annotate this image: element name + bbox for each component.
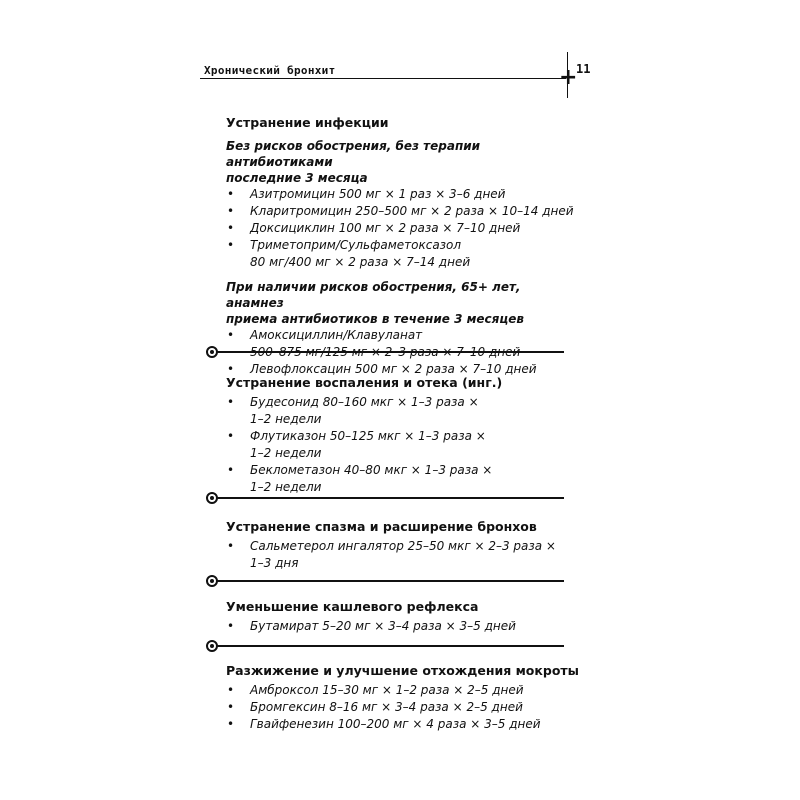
group-subtitle: Без рисков обострения, без терапии антибиотиками последние 3 месяца xyxy=(226,139,481,185)
section-title: Устранение спазма и расширение бронхов xyxy=(226,519,537,534)
list-item: • Азитромицин 500 мг × 1 раз × 3–6 дней xyxy=(226,186,576,203)
section-cough-reflex xyxy=(226,598,576,635)
drug-list xyxy=(226,618,576,635)
list-item: • Кларитромицин 250–500 мг × 2 раза × 10–14 дней xyxy=(226,203,576,220)
section-title: Разжижение и улучшение отхождения мокроты xyxy=(226,663,579,678)
section-divider xyxy=(206,492,564,504)
drug-list xyxy=(226,394,576,496)
drug-list xyxy=(226,186,576,271)
section-mucolytics xyxy=(226,662,579,733)
list-item: • Амброксол 15–30 мг × 1–2 раза × 2–5 дней xyxy=(226,682,576,699)
section-divider xyxy=(206,575,564,587)
list-item: • Гвайфенезин 100–200 мг × 4 раза × 3–5 дней xyxy=(226,716,576,733)
list-item: • Триметоприм/Сульфаметоксазол 80 мг/400 мг × 2 раза × 7–14 дней xyxy=(226,237,576,271)
section-divider xyxy=(206,346,564,358)
list-item: • Будесонид 80–160 мкг × 1–3 раза × 1–2 недели xyxy=(226,394,576,428)
section-title: Устранение инфекции xyxy=(226,115,389,130)
page-number: 11 xyxy=(576,62,591,76)
list-item: • Сальметерол ингалятор 25–50 мкг × 2–3 раза × 1–3 дня xyxy=(226,538,576,572)
drug-list xyxy=(226,682,576,733)
list-item: • Бромгексин 8–16 мг × 3–4 раза × 2–5 дней xyxy=(226,699,576,716)
header-rule xyxy=(200,78,566,79)
list-item: • Левофлоксацин 500 мг × 2 раза × 7–10 дней xyxy=(226,361,576,378)
section-bronchodilation xyxy=(226,518,576,572)
list-item: • Беклометазон 40–80 мкг × 1–3 раза × 1–2 недели xyxy=(226,462,576,496)
plus-icon: + xyxy=(559,65,578,90)
group-subtitle: При наличии рисков обострения, 65+ лет, анамнез приема антибиотиков в течение 3 месяцев xyxy=(226,280,524,326)
section-inflammation xyxy=(226,374,576,496)
section-divider xyxy=(206,640,564,652)
section-title: Уменьшение кашлевого рефлекса xyxy=(226,599,479,614)
drug-list xyxy=(226,538,576,572)
list-item: • Доксициклин 100 мг × 2 раза × 7–10 дней xyxy=(226,220,576,237)
section-infection xyxy=(226,114,576,378)
section-title: Устранение воспаления и отека (инг.) xyxy=(226,375,503,390)
running-header-title: Хронический бронхит xyxy=(204,64,336,77)
list-item: • Флутиказон 50–125 мкг × 1–3 раза × 1–2 недели xyxy=(226,428,576,462)
list-item: • Бутамират 5–20 мг × 3–4 раза × 3–5 дней xyxy=(226,618,576,635)
list-item: • Амоксициллин/Клавуланат xyxy=(226,327,576,361)
